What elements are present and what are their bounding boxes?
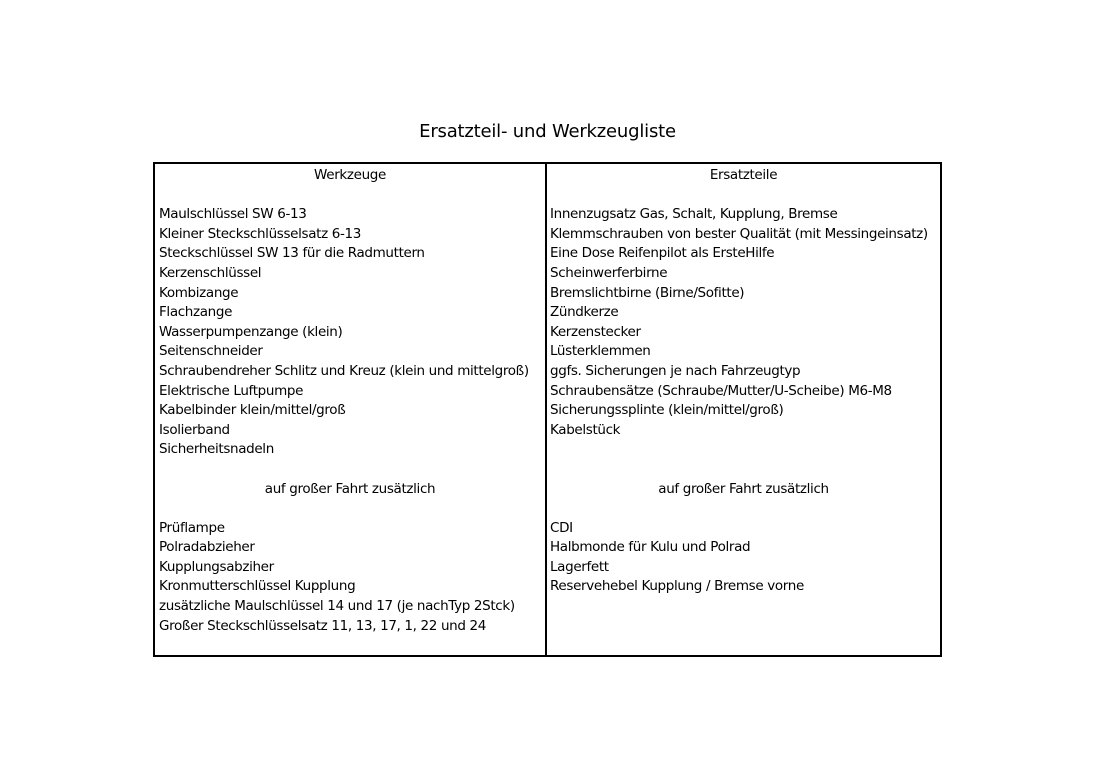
list-item: Polradabzieher (159, 539, 255, 556)
list-item: Reservehebel Kupplung / Bremse vorne (550, 578, 804, 595)
list-item: Großer Steckschlüsselsatz 11, 13, 17, 1, 22 und 24 (159, 617, 487, 634)
parts-extra-list (550, 519, 940, 597)
list-item: Kabelstück (550, 421, 621, 438)
tools-extra-header: auf großer Fahrt zusätzlich (264, 480, 436, 497)
list-item: Isolierband (159, 421, 230, 438)
list-item: Prüflampe (159, 519, 225, 536)
list-item: Kerzenstecker (550, 323, 641, 340)
tools-column-header: Werkzeuge (314, 167, 386, 183)
list-item: Lagerfett (550, 558, 609, 575)
list-item: Kleiner Steckschlüsselsatz 6-13 (159, 225, 361, 242)
list-item: Maulschlüssel SW 6-13 (159, 206, 307, 223)
list-item: ggfs. Sicherungen je nach Fahrzeugtyp (550, 362, 801, 379)
parts-list (550, 205, 940, 460)
list-item: CDI (550, 519, 573, 536)
list-item: Klemmschrauben von bester Qualität (mit Messingeinsatz) (550, 225, 928, 242)
spacer (550, 499, 940, 519)
list-item: Kupplungsabziher (159, 558, 274, 575)
list-item: Flachzange (159, 304, 233, 321)
list-item: Kombizange (159, 284, 239, 301)
list-item: Wasserpumpenzange (klein) (159, 323, 343, 340)
spacer (159, 460, 545, 480)
list-item: Scheinwerferbirne (550, 264, 668, 281)
list-item: Elektrische Luftpumpe (159, 382, 304, 399)
parts-extra-header: auf großer Fahrt zusätzlich (658, 480, 829, 497)
list-item: Innenzugsatz Gas, Schalt, Kupplung, Bremse (550, 206, 838, 223)
tools-list (159, 205, 545, 460)
list-item: Schraubendreher Schlitz und Kreuz (klein und mittelgroß) (159, 362, 529, 379)
empty-row (550, 440, 940, 460)
list-item: zusätzliche Maulschlüssel 14 und 17 (je nachTyp 2Stck) (159, 598, 515, 615)
list-item: Sicherungssplinte (klein/mittel/groß) (550, 402, 784, 419)
list-item: Steckschlüssel SW 13 für die Radmuttern (159, 245, 425, 262)
parts-tools-table (153, 162, 942, 657)
list-item: Kerzenschlüssel (159, 264, 262, 281)
list-item: Halbmonde für Kulu und Polrad (550, 539, 751, 556)
spacer (550, 186, 940, 206)
page-title: Ersatzteil- und Werkzeugliste (419, 121, 676, 142)
spacer (159, 499, 545, 519)
spacer (159, 186, 545, 206)
list-item: Seitenschneider (159, 343, 263, 360)
list-item: Bremslichtbirne (Birne/Sofitte) (550, 284, 745, 301)
tools-extra-list (159, 519, 545, 637)
list-item: Schraubensätze (Schraube/Mutter/U-Scheibe) M6-M8 (550, 382, 892, 399)
list-item: Zündkerze (550, 304, 619, 321)
list-item: Kabelbinder klein/mittel/groß (159, 402, 346, 419)
list-item: Kronmutterschlüssel Kupplung (159, 578, 356, 595)
parts-column-header: Ersatzteile (709, 167, 778, 183)
spacer (550, 460, 940, 480)
list-item: Eine Dose Reifenpilot als ErsteHilfe (550, 245, 775, 262)
tools-column (155, 164, 547, 655)
list-item: Sicherheitsnadeln (159, 441, 274, 458)
parts-column (547, 164, 940, 655)
list-item: Lüsterklemmen (550, 343, 651, 360)
